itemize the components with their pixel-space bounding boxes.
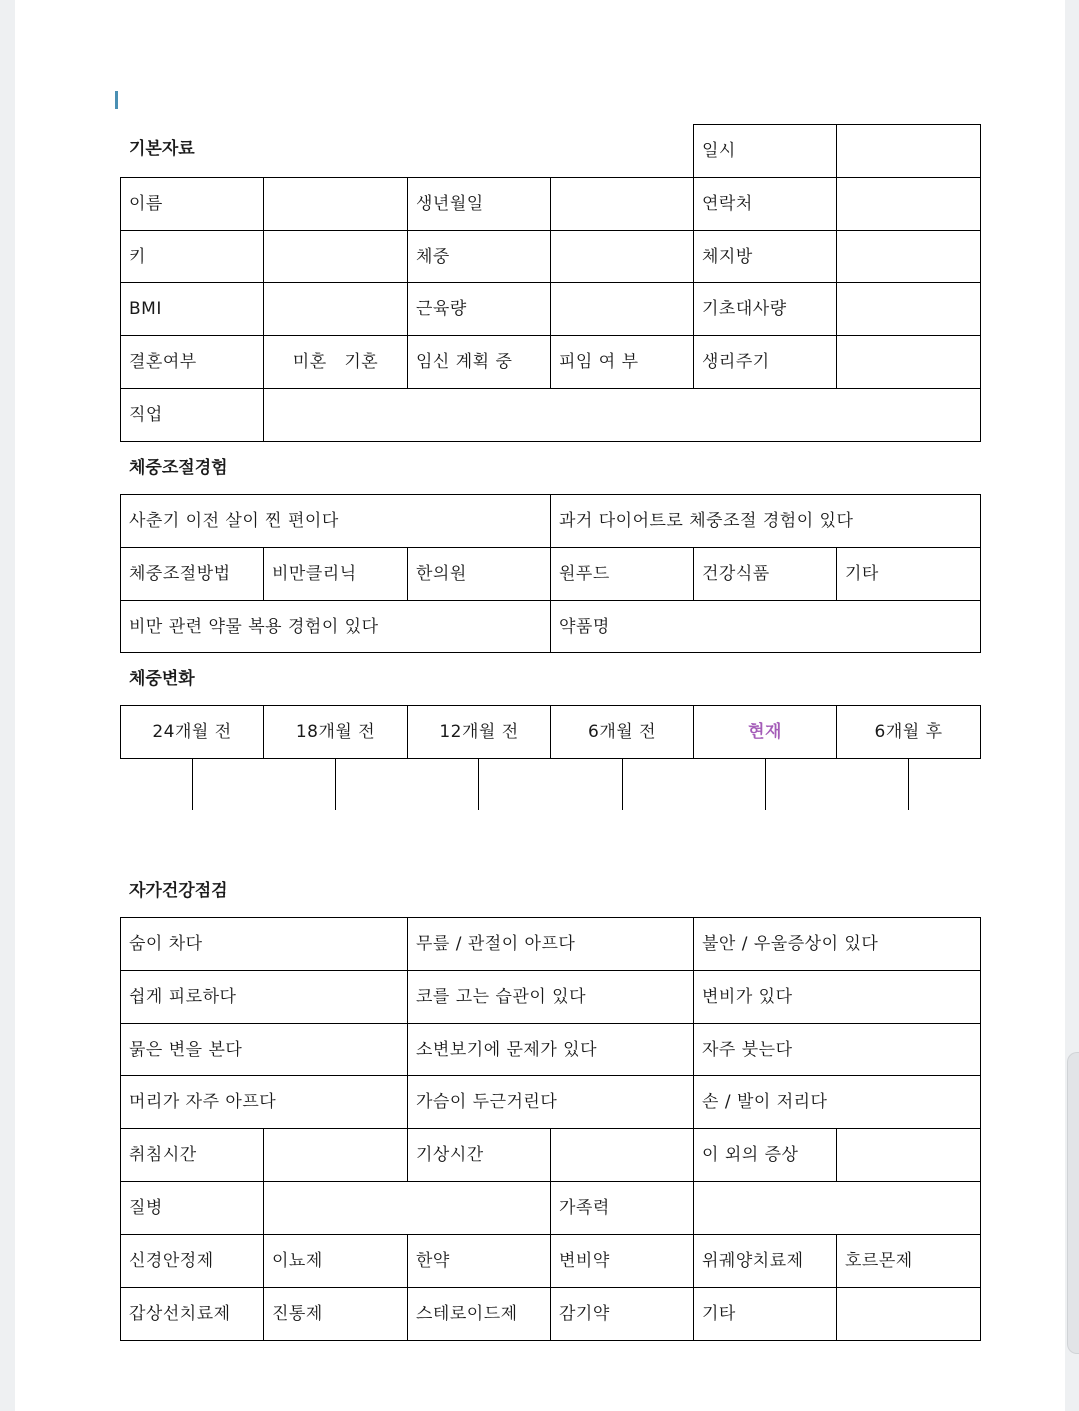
- name-field[interactable]: [263, 177, 408, 231]
- name-label: 이름: [120, 177, 264, 231]
- symptom-item[interactable]: 손 / 발이 저리다: [693, 1075, 981, 1129]
- method-one-food[interactable]: 원푸드: [550, 547, 694, 601]
- symptom-item[interactable]: 가슴이 두근거린다: [407, 1075, 694, 1129]
- medication-option[interactable]: 감기약: [550, 1287, 694, 1341]
- body-fat-label: 체지방: [693, 230, 837, 283]
- section-title-self-check: 자가건강점검: [129, 881, 228, 901]
- drug-name-field[interactable]: 약품명: [550, 600, 981, 653]
- muscle-label: 근육량: [407, 282, 551, 336]
- weight-label: 체중: [407, 230, 551, 283]
- timeline-tick: [478, 758, 479, 810]
- bmr-label: 기초대사량: [693, 282, 837, 336]
- body-fat-field[interactable]: [836, 230, 981, 283]
- birth-label: 생년월일: [407, 177, 551, 231]
- family-history-label: 가족력: [550, 1181, 694, 1235]
- method-health-food[interactable]: 건강식품: [693, 547, 837, 601]
- symptom-item[interactable]: 불안 / 우울증상이 있다: [693, 917, 981, 971]
- date-field[interactable]: [836, 124, 981, 178]
- symptom-item[interactable]: 머리가 자주 아프다: [120, 1075, 408, 1129]
- section-title-weight-exp: 체중조절경험: [129, 458, 228, 478]
- period-12-months-ago: 12개월 전: [407, 705, 551, 759]
- bmi-label: BMI: [120, 282, 264, 336]
- medication-option[interactable]: 위궤양치료제: [693, 1234, 837, 1288]
- medication-option[interactable]: 진통제: [263, 1287, 408, 1341]
- menstrual-field[interactable]: [836, 335, 981, 389]
- family-history-field[interactable]: [693, 1181, 981, 1235]
- period-6-months-ago: 6개월 전: [550, 705, 694, 759]
- period-18-months-ago: 18개월 전: [263, 705, 408, 759]
- wake-time-label: 기상시간: [407, 1128, 551, 1182]
- section-title-basic: 기본자료: [129, 139, 195, 159]
- pregnancy-plan[interactable]: 임신 계획 중: [407, 335, 551, 389]
- marital-label: 결혼여부: [120, 335, 264, 389]
- timeline-tick: [908, 758, 909, 810]
- contraception[interactable]: 피임 여 부: [550, 335, 694, 389]
- symptom-item[interactable]: 변비가 있다: [693, 970, 981, 1024]
- timeline-tick: [335, 758, 336, 810]
- symptom-item[interactable]: 소변보기에 문제가 있다: [407, 1023, 694, 1076]
- job-field[interactable]: [263, 388, 981, 442]
- puberty-item[interactable]: 사춘기 이전 살이 찐 편이다: [120, 494, 551, 548]
- bmr-field[interactable]: [836, 282, 981, 336]
- disease-field[interactable]: [263, 1181, 551, 1235]
- date-label: 일시: [693, 124, 837, 178]
- medication-option[interactable]: 스테로이드제: [407, 1287, 551, 1341]
- section-marker: [115, 91, 118, 109]
- sleep-time-field[interactable]: [263, 1128, 408, 1182]
- timeline-tick: [765, 758, 766, 810]
- wake-time-field[interactable]: [550, 1128, 694, 1182]
- symptom-item[interactable]: 코를 고는 습관이 있다: [407, 970, 694, 1024]
- medication-option[interactable]: 이뇨제: [263, 1234, 408, 1288]
- symptom-item[interactable]: 묽은 변을 본다: [120, 1023, 408, 1076]
- height-field[interactable]: [263, 230, 408, 283]
- contact-label: 연락처: [693, 177, 837, 231]
- disease-label: 질병: [120, 1181, 264, 1235]
- period-current: 현재: [693, 705, 837, 759]
- medication-option[interactable]: 변비약: [550, 1234, 694, 1288]
- medication-option[interactable]: 기타: [693, 1287, 837, 1341]
- method-clinic[interactable]: 비만클리닉: [263, 547, 408, 601]
- medication-item[interactable]: 비만 관련 약물 복용 경험이 있다: [120, 600, 551, 653]
- period-24-months-ago: 24개월 전: [120, 705, 264, 759]
- medication-option[interactable]: 한약: [407, 1234, 551, 1288]
- symptom-item[interactable]: 자주 붓는다: [693, 1023, 981, 1076]
- medication-option[interactable]: 호르몬제: [836, 1234, 981, 1288]
- medication-other-field[interactable]: [836, 1287, 981, 1341]
- menstrual-label: 생리주기: [693, 335, 837, 389]
- scrollbar-thumb[interactable]: [1067, 1052, 1079, 1354]
- medication-option[interactable]: 갑상선치료제: [120, 1287, 264, 1341]
- symptom-item[interactable]: 무릎 / 관절이 아프다: [407, 917, 694, 971]
- bmi-field[interactable]: [263, 282, 408, 336]
- other-symptoms-field[interactable]: [836, 1128, 981, 1182]
- medication-option[interactable]: 신경안정제: [120, 1234, 264, 1288]
- job-label: 직업: [120, 388, 264, 442]
- height-label: 키: [120, 230, 264, 283]
- period-6-months-later: 6개월 후: [836, 705, 981, 759]
- birth-field[interactable]: [550, 177, 694, 231]
- method-etc[interactable]: 기타: [836, 547, 981, 601]
- marital-options[interactable]: 미혼 기혼: [263, 335, 408, 389]
- section-title-weight-change: 체중변화: [129, 669, 195, 689]
- timeline-tick: [192, 758, 193, 810]
- method-label: 체중조절방법: [120, 547, 264, 601]
- contact-field[interactable]: [836, 177, 981, 231]
- muscle-field[interactable]: [550, 282, 694, 336]
- timeline-tick: [622, 758, 623, 810]
- method-oriental[interactable]: 한의원: [407, 547, 551, 601]
- sleep-time-label: 취침시간: [120, 1128, 264, 1182]
- symptom-item[interactable]: 쉽게 피로하다: [120, 970, 408, 1024]
- weight-field[interactable]: [550, 230, 694, 283]
- symptom-item[interactable]: 숨이 차다: [120, 917, 408, 971]
- past-diet-item[interactable]: 과거 다이어트로 체중조절 경험이 있다: [550, 494, 981, 548]
- other-symptoms-label: 이 외의 증상: [693, 1128, 837, 1182]
